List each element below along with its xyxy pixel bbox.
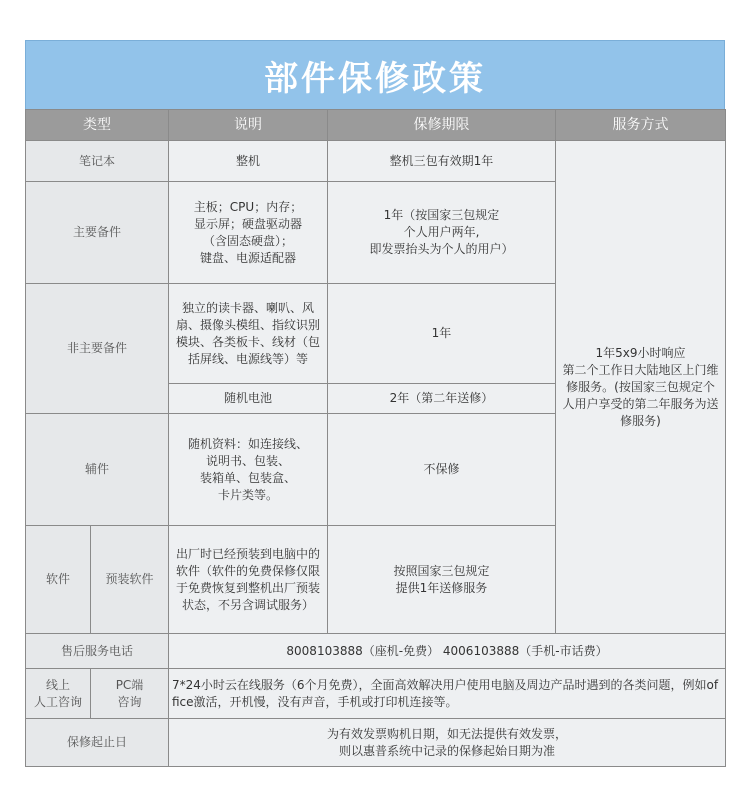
desc-main-parts: 主板；CPU；内存； 显示屏；硬盘驱动器 （含固态硬盘）； 键盘、电源适配器 (169, 182, 328, 284)
type-software: 软件 (26, 526, 91, 634)
type-accessories: 辅件 (26, 414, 169, 526)
period-minor-parts: 1年 (328, 284, 556, 384)
type-notebook: 笔记本 (26, 141, 169, 182)
warranty-policy-sheet (25, 40, 725, 767)
header-description: 说明 (169, 110, 328, 141)
desc-software: 出厂时已经预装到电脑中的软件（软件的免费保修仅限于免费恢复到整机出厂预装状态，不另含调试服务） (169, 526, 328, 634)
header-type: 类型 (26, 110, 169, 141)
subtype-preinstalled: 预装软件 (91, 526, 169, 634)
period-battery: 2年（第二年送修） (328, 384, 556, 414)
table-row (26, 141, 726, 182)
period-software: 按照国家三包规定 提供1年送修服务 (328, 526, 556, 634)
online-value: 7*24小时云在线服务（6个月免费），全面高效解决用户使用电脑及周边产品时遇到的各类问题，例如office激活，开机慢，没有声音，手机或打印机连接等。 (169, 669, 726, 719)
warranty-start-value: 为有效发票购机日期，如无法提供有效发票， 则以惠普系统中记录的保修起始日期为准 (169, 719, 726, 767)
online-label: 线上 人工咨询 (26, 669, 91, 719)
table-row (26, 719, 726, 767)
table-row (26, 669, 726, 719)
type-minor-parts: 非主要备件 (26, 284, 169, 414)
hotline-value: 8008103888（座机-免费） 4006103888（手机-市话费） (169, 634, 726, 669)
service-method: 1年5x9小时响应 第二个工作日大陆地区上门维修服务。(按国家三包规定个人用户享受的第二年服务为送修服务) (556, 141, 726, 634)
desc-minor-parts: 独立的读卡器、喇叭、风扇、摄像头模组、指纹识别模块、各类板卡、线材（包括屏线、电源线等）等 (169, 284, 328, 384)
warranty-table (25, 109, 726, 767)
hotline-label: 售后服务电话 (26, 634, 169, 669)
header-service: 服务方式 (556, 110, 726, 141)
warranty-start-label: 保修起止日 (26, 719, 169, 767)
period-main-parts: 1年（按国家三包规定 个人用户两年, 即发票抬头为个人的用户） (328, 182, 556, 284)
period-accessories: 不保修 (328, 414, 556, 526)
desc-battery: 随机电池 (169, 384, 328, 414)
desc-notebook: 整机 (169, 141, 328, 182)
table-row (26, 634, 726, 669)
page-title: 部件保修政策 (25, 40, 725, 109)
period-notebook: 整机三包有效期1年 (328, 141, 556, 182)
online-sublabel: PC端 咨询 (91, 669, 169, 719)
header-period: 保修期限 (328, 110, 556, 141)
type-main-parts: 主要备件 (26, 182, 169, 284)
desc-accessories: 随机资料：如连接线、 说明书、包装、 装箱单、包装盒、 卡片类等。 (169, 414, 328, 526)
header-row (26, 110, 726, 141)
